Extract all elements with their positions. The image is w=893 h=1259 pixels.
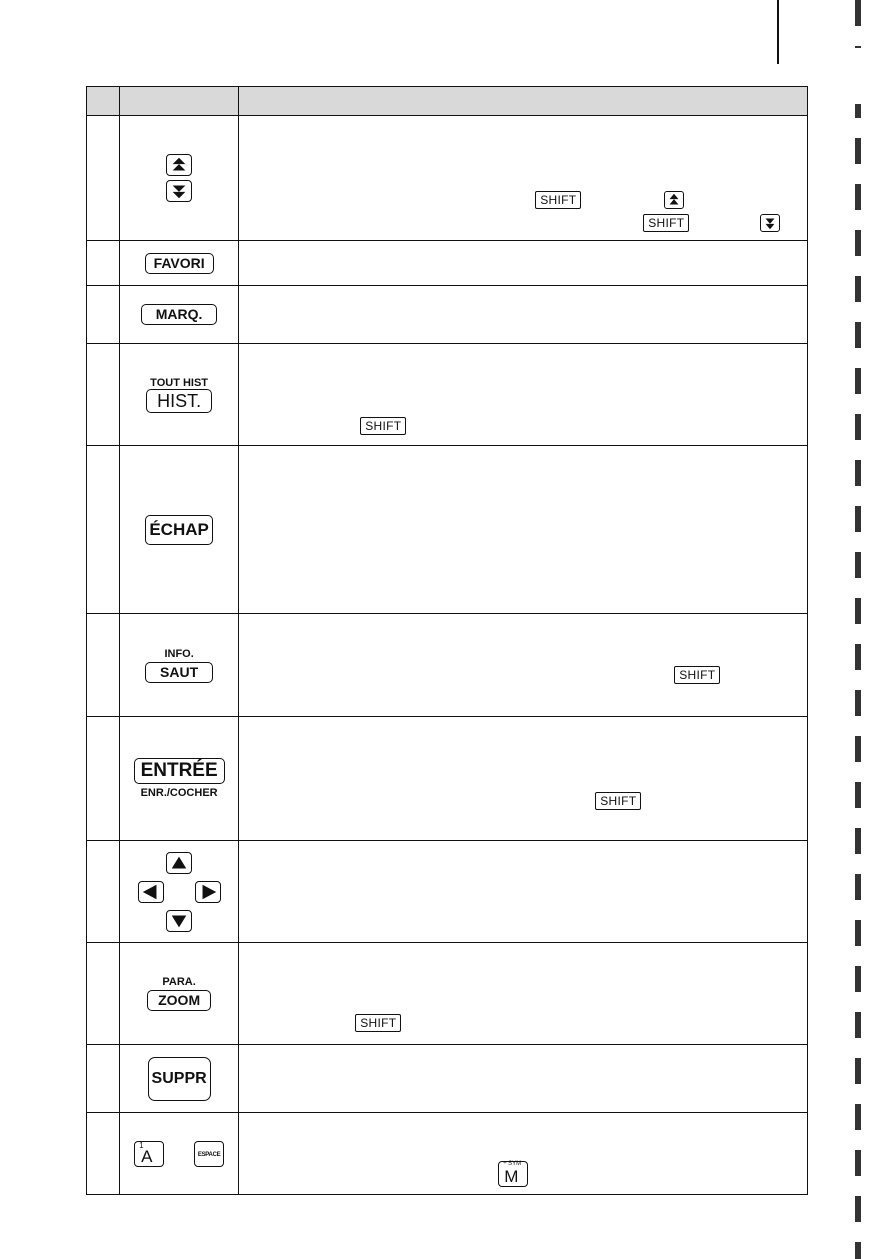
- arrow-down-icon[interactable]: [166, 910, 192, 932]
- table-row: [87, 1113, 808, 1195]
- top-rule: [777, 0, 779, 64]
- m-key: ÷ SYM M: [498, 1161, 528, 1187]
- saut-key[interactable]: SAUT: [145, 662, 213, 683]
- table-row: [87, 344, 808, 446]
- page-up-icon[interactable]: [166, 154, 192, 176]
- table-row: [87, 446, 808, 614]
- table-row: [87, 241, 808, 286]
- favori-key[interactable]: FAVORI: [145, 253, 214, 274]
- page-down-icon[interactable]: [166, 180, 192, 202]
- marq-key[interactable]: MARQ.: [141, 304, 218, 325]
- shift-key: SHIFT: [674, 666, 720, 684]
- echap-key[interactable]: ÉCHAP: [145, 515, 213, 545]
- page-up-icon: [664, 191, 684, 209]
- zoom-key[interactable]: ZOOM: [147, 990, 211, 1011]
- shift-key: SHIFT: [643, 214, 689, 232]
- header-cell-number: [87, 87, 120, 116]
- a-key[interactable]: 1 A: [134, 1141, 164, 1167]
- arrow-right-icon[interactable]: [195, 881, 221, 903]
- shift-key: SHIFT: [355, 1014, 401, 1032]
- table-row: [87, 286, 808, 344]
- shift-key: SHIFT: [595, 792, 641, 810]
- arrow-up-icon[interactable]: [166, 852, 192, 874]
- header-cell-key: [120, 87, 239, 116]
- key-table: [86, 86, 808, 1195]
- enr-cocher-label: ENR./COCHER: [140, 786, 218, 799]
- arrow-left-icon[interactable]: [138, 881, 164, 903]
- table-row: [87, 1045, 808, 1113]
- suppr-key[interactable]: SUPPR: [148, 1057, 211, 1101]
- cut-line: [855, 0, 861, 1259]
- info-label: INFO.: [164, 647, 194, 660]
- table-header-row: [87, 87, 808, 116]
- table-row: [87, 717, 808, 841]
- table-row: [87, 614, 808, 717]
- entree-key[interactable]: ENTRÉE: [134, 758, 225, 784]
- hist-key[interactable]: HIST.: [146, 389, 212, 413]
- table-row: [87, 841, 808, 943]
- shift-key: SHIFT: [535, 191, 581, 209]
- table-row: [87, 116, 808, 241]
- shift-key: SHIFT: [360, 417, 406, 435]
- tout-hist-label: TOUT HIST: [150, 376, 209, 389]
- para-label: PARA.: [162, 976, 196, 988]
- table-row: [87, 943, 808, 1045]
- header-cell-description: [239, 87, 808, 116]
- espace-key[interactable]: ESPACE: [194, 1141, 224, 1167]
- page-down-icon: [760, 214, 780, 232]
